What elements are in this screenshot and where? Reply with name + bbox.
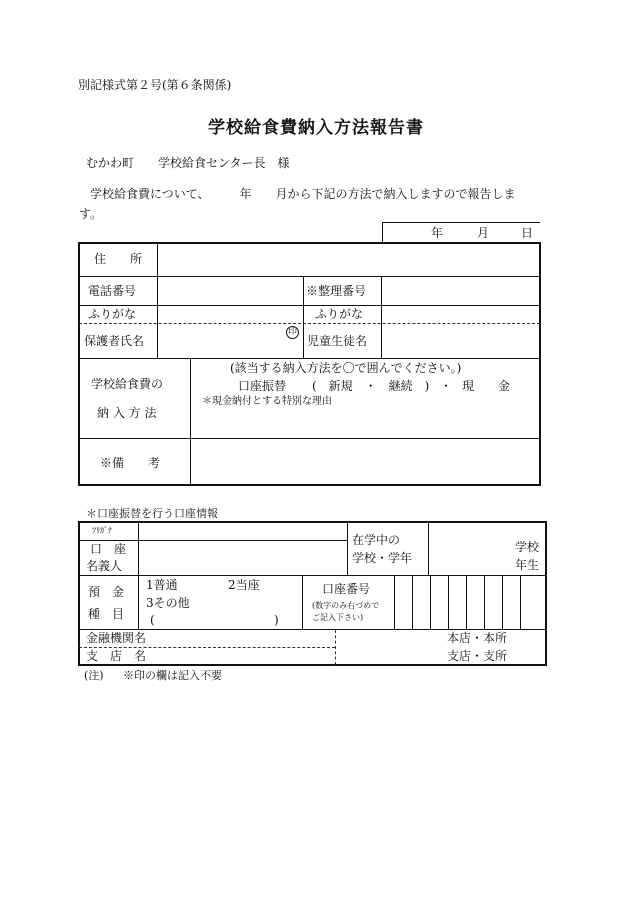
option-bank-transfer[interactable]: 口座振替 xyxy=(238,379,287,393)
student-name-field[interactable] xyxy=(383,324,539,357)
footer-note-text: ※印の欄は記入不要 xyxy=(123,669,222,682)
remarks-field[interactable] xyxy=(192,440,539,484)
transfer-new-continue-options[interactable]: ( 新規 ・ 継続 ) xyxy=(312,379,430,393)
footer-note-prefix: (注) xyxy=(84,669,104,682)
other-type-field[interactable] xyxy=(160,612,270,627)
reference-number-label: ※整理番号 xyxy=(306,284,367,298)
seal-mark: 印 xyxy=(287,327,297,337)
address-field[interactable] xyxy=(159,244,539,275)
remarks-label: ※備 考 xyxy=(100,456,161,470)
date-month: 月 xyxy=(477,226,490,240)
account-number-note-2: ご記入下さい) xyxy=(312,613,364,622)
intro-line-2: す。 xyxy=(79,207,103,221)
student-furigana-label: ふりがな xyxy=(315,307,364,321)
school-unit: 学校 xyxy=(515,540,540,554)
branch-office-option[interactable]: 支店・支所 xyxy=(447,649,508,663)
school-grade-field[interactable] xyxy=(430,523,514,574)
payment-method-label-1: 学校給食費の xyxy=(91,377,164,391)
form-reference: 別記様式第２号(第６条関係) xyxy=(78,78,232,92)
holder-kana-field[interactable] xyxy=(140,523,346,539)
addressee: むかわ町 学校給食センター長 様 xyxy=(86,156,290,170)
holder-name-field[interactable] xyxy=(140,541,346,574)
cash-reason-note: ＊現金納付とする特別な理由 xyxy=(202,396,332,407)
account-number-digit-boxes[interactable] xyxy=(396,577,544,628)
guardian-name-label: 保護者氏名 xyxy=(84,334,145,348)
school-label-2: 学校・学年 xyxy=(352,551,413,565)
date-year: 年 xyxy=(431,226,444,240)
deposit-type-other[interactable]: 3その他 xyxy=(146,596,190,610)
account-holder-label-1: 口 座 xyxy=(90,542,127,556)
phone-field[interactable] xyxy=(159,277,302,304)
deposit-type-ordinary[interactable]: 1普通 xyxy=(146,578,178,592)
school-label-1: 在学中の xyxy=(352,533,401,547)
other-paren-open: ( xyxy=(150,613,155,627)
bank-section-title: ＊口座振替を行う口座情報 xyxy=(86,507,218,520)
bank-name-label: 金融機関名 xyxy=(86,631,147,645)
deposit-type-label-2: 種 目 xyxy=(88,607,125,621)
option-separator: ・ xyxy=(440,379,453,393)
deposit-type-current[interactable]: 2当座 xyxy=(228,578,260,592)
guardian-furigana-label: ふりがな xyxy=(88,307,137,321)
address-label: 住 所 xyxy=(94,252,143,266)
deposit-type-label-1: 預 金 xyxy=(88,585,125,599)
branch-name-label: 支 店 名 xyxy=(86,649,147,663)
guardian-name-field[interactable] xyxy=(159,324,302,357)
account-number-label: 口座番号 xyxy=(322,582,371,596)
account-holder-label-2: 名義人 xyxy=(86,559,123,573)
cash-reason-field[interactable] xyxy=(202,410,538,436)
account-number-note-1: (数字のみ右づめで xyxy=(312,601,380,610)
date-day: 日 xyxy=(521,226,534,240)
student-name-label: 児童生徒名 xyxy=(307,334,368,348)
payment-method-label-2: 納 入 方 法 xyxy=(97,406,157,420)
grade-unit: 年生 xyxy=(515,558,540,572)
intro-line-1: 学校給食費について、 年 月から下記の方法で納入しますので報告しま xyxy=(90,187,516,201)
bank-branch-field[interactable] xyxy=(140,631,440,664)
other-paren-close: ) xyxy=(274,613,279,627)
payment-method-instruction: (該当する納入方法を〇で囲んでください。) xyxy=(230,361,462,375)
head-office-option[interactable]: 本店・本所 xyxy=(447,631,508,645)
kana-label: ﾌﾘｶﾞﾅ xyxy=(92,526,112,535)
document-title: 学校給食費納入方法報告書 xyxy=(208,118,424,138)
phone-label: 電話番号 xyxy=(88,284,137,298)
option-cash[interactable]: 現 金 xyxy=(462,379,511,393)
